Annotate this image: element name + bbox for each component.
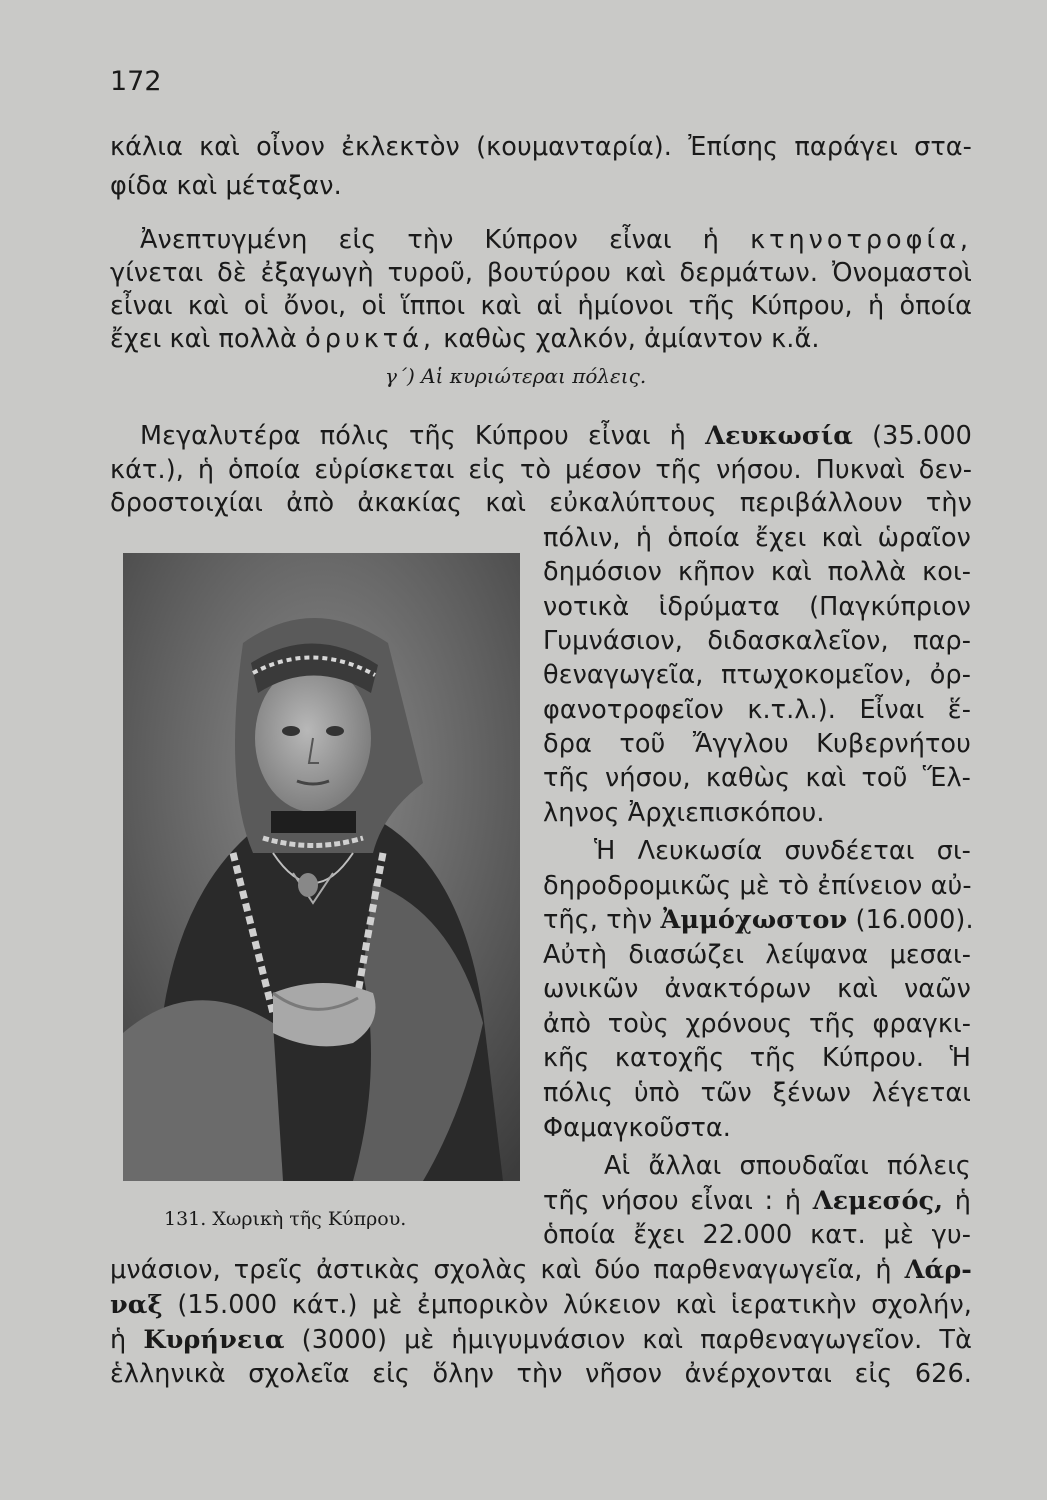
text-line: ἀπὸ τοὺς χρόνους τῆς φραγκι- xyxy=(543,1009,971,1039)
page-number: 172 xyxy=(110,66,162,97)
text-line: πόλιν, ἡ ὁποία ἔχει καὶ ὡραῖον xyxy=(543,523,971,553)
text-line: Μεγαλυτέρα πόλις τῆς Κύπρου εἶναι ἡ Λευκωσία (35.000 xyxy=(140,421,972,451)
text-line: Αἱ ἄλλαι σπουδαῖαι πόλεις xyxy=(604,1151,971,1181)
section-heading: γ΄) Αἱ κυριώτεραι πόλεις. xyxy=(385,364,647,388)
text-line: Φαμαγκοῦστα. xyxy=(543,1113,732,1143)
text-line: ληνος Ἀρχιεπισκόπου. xyxy=(543,798,825,828)
text-line: δροστοιχίαι ἀπὸ ἀκακίας καὶ εὐκαλύπτους περιβάλλουν τὴν xyxy=(110,488,972,518)
text-line: γίνεται δὲ ἐξαγωγὴ τυροῦ, βουτύρου καὶ δερμάτων. Ὀνομαστοὶ xyxy=(110,258,972,288)
text-line: Αὐτὴ διασώζει λείψανα μεσαι- xyxy=(543,940,971,970)
text-line: εἶναι καὶ οἱ ὄνοι, οἱ ἵπποι καὶ αἱ ἡμίονοι τῆς Κύπρου, ἡ ὁποία xyxy=(110,291,972,321)
text-line: Ἀνεπτυγμένη εἰς τὴν Κύπρον εἶναι ἡ κτηνοτροφία, xyxy=(140,225,972,255)
text-line: ἔχει καὶ πολλὰ ὀρυκτά, καθὼς χαλκόν, ἀμίαντον κ.ἄ. xyxy=(110,324,820,354)
text-line: ἑλληνικὰ σχολεῖα εἰς ὅλην τὴν νῆσον ἀνέρχονται εἰς 626. xyxy=(110,1359,972,1389)
text-line: δηροδρομικῶς μὲ τὸ ἐπίνειον αὐ- xyxy=(543,871,972,901)
portrait-photo xyxy=(123,553,520,1181)
text-line: φίδα καὶ μέταξαν. xyxy=(110,171,342,201)
text-line: μνάσιον, τρεῖς ἀστικὰς σχολὰς καὶ δύο παρθεναγωγεῖα, ἡ Λάρ- xyxy=(110,1255,972,1285)
text-line: δρα τοῦ Ἄγγλου Κυβερνήτου xyxy=(543,729,971,759)
text-line: Γυμνάσιον, διδασκαλεῖον, παρ- xyxy=(543,626,971,656)
text-line: φανοτροφεῖον κ.τ.λ.). Εἶναι ἕ- xyxy=(543,695,971,725)
text-line: κῆς κατοχῆς τῆς Κύπρου. Ἡ xyxy=(543,1043,971,1073)
text-line: κάλια καὶ οἶνον ἐκλεκτὸν (κουμανταρία). Ἐπίσης παράγει στα- xyxy=(110,132,972,162)
text-line: Ἡ Λευκωσία συνδέεται σι- xyxy=(594,836,971,866)
text-line: τῆς νήσου, καθὼς καὶ τοῦ Ἕλ- xyxy=(543,763,971,793)
text-line: ωνικῶν ἀνακτόρων καὶ ναῶν xyxy=(543,974,971,1004)
text-line: ὁποία ἔχει 22.000 κατ. μὲ γυ- xyxy=(543,1220,971,1250)
text-line: ἡ Κυρήνεια (3000) μὲ ἡμιγυμνάσιον καὶ παρθεναγωγεῖον. Τὰ xyxy=(110,1325,973,1355)
portrait-illustration xyxy=(123,553,520,1181)
text-line: τῆς, τὴν Ἀμμόχωστον (16.000). xyxy=(543,905,974,935)
text-line: θεναγωγεῖα, πτωχοκομεῖον, ὀρ- xyxy=(543,660,971,690)
text-line: δημόσιον κῆπον καὶ πολλὰ κοι- xyxy=(543,557,971,587)
figure-caption: 131. Χωρικὴ τῆς Κύπρου. xyxy=(164,1208,407,1230)
text-line: τῆς νήσου εἶναι : ἡ Λεμεσός, ἡ xyxy=(543,1186,972,1216)
text-line: κάτ.), ἡ ὁποία εὑρίσκεται εἰς τὸ μέσον τῆς νήσου. Πυκναὶ δεν- xyxy=(110,455,972,485)
text-line: ναξ (15.000 κάτ.) μὲ ἐμπορικὸν λύκειον καὶ ἱερατικὴν σχολήν, xyxy=(110,1290,972,1320)
text-line: νοτικὰ ἱδρύματα (Παγκύπριον xyxy=(543,592,971,622)
text-line: πόλις ὑπὸ τῶν ξένων λέγεται xyxy=(543,1078,971,1108)
